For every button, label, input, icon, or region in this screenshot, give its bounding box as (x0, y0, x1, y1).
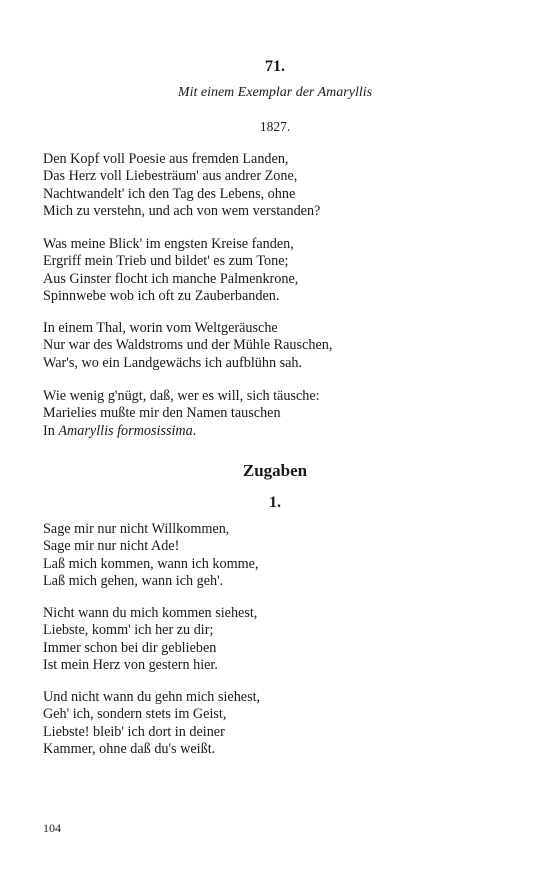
verse-line: Was meine Blick' im engsten Kreise fanden, (43, 236, 294, 252)
verse-line: Geh' ich, sondern stets im Geist, (43, 706, 227, 723)
stanza-4 (43, 388, 320, 440)
verse-line: Laß mich kommen, wann ich komme, (43, 555, 259, 572)
poem-dedication: Mit einem Exemplar der Amaryllis (177, 85, 373, 100)
verse-line: Kammer, ohne daß du's weißt. (43, 740, 216, 757)
verse-line: Und nicht wann du gehn mich siehest, (43, 689, 261, 705)
verse-suffix: . (192, 422, 197, 439)
verse-line: Nicht wann du mich kommen siehest, (43, 605, 258, 621)
page-number: 104 (43, 821, 61, 835)
poem-number: 1. (269, 494, 281, 511)
stanza-2 (43, 605, 257, 674)
verse-line: Ist mein Herz von gestern hier. (43, 656, 218, 673)
verse-line: Spinnwebe wob ich oft zu Zauberbanden. (43, 287, 280, 304)
verse-line: Nur war des Waldstroms und der Mühle Rauschen, (43, 337, 333, 354)
species-name: Amaryllis formosissima (58, 422, 193, 439)
verse-line: In einem Thal, worin vom Weltgeräusche (43, 320, 278, 336)
verse-line: Liebste! bleib' ich dort in deiner (43, 723, 225, 740)
verse-prefix: In (43, 422, 59, 439)
verse-line: Ergriff mein Trieb und bildet' es zum Tone; (43, 253, 289, 270)
verse-line-last (43, 423, 320, 440)
verse-line: Den Kopf voll Poesie aus fremden Landen, (43, 151, 289, 167)
verse-line: Liebste, komm' ich her zu dir; (43, 622, 214, 639)
verse-line: Aus Ginster flocht ich manche Palmenkrone, (43, 270, 299, 287)
verse-line: Marielies mußte mir den Namen tauschen (43, 405, 281, 422)
verse-line: Laß mich gehen, wann ich geh'. (43, 572, 224, 589)
section-title: Zugaben (242, 461, 308, 480)
verse-line: Sage mir nur nicht Willkommen, (43, 521, 230, 537)
verse-line: Mich zu verstehn, und ach von wem verstanden? (43, 202, 321, 219)
verse-line: Sage mir nur nicht Ade! (43, 538, 180, 555)
stanza-2 (43, 236, 298, 305)
stanza-1 (43, 151, 320, 220)
stanza-3 (43, 689, 260, 758)
verse-line: Nachtwandelt' ich den Tag des Lebens, ohne (43, 185, 296, 202)
verse-line: Immer schon bei dir geblieben (43, 639, 217, 656)
stanza-3 (43, 320, 332, 372)
stanza-1 (43, 521, 259, 590)
verse-line: Das Herz voll Liebesträum' aus andrer Zone, (43, 168, 298, 185)
verse-line: Wie wenig g'nügt, daß, wer es will, sich täusche: (43, 388, 320, 404)
poem-number: 71. (265, 58, 285, 75)
poem-date: 1827. (259, 119, 291, 134)
verse-line: War's, wo ein Landgewächs ich aufblühn sah. (43, 354, 303, 371)
